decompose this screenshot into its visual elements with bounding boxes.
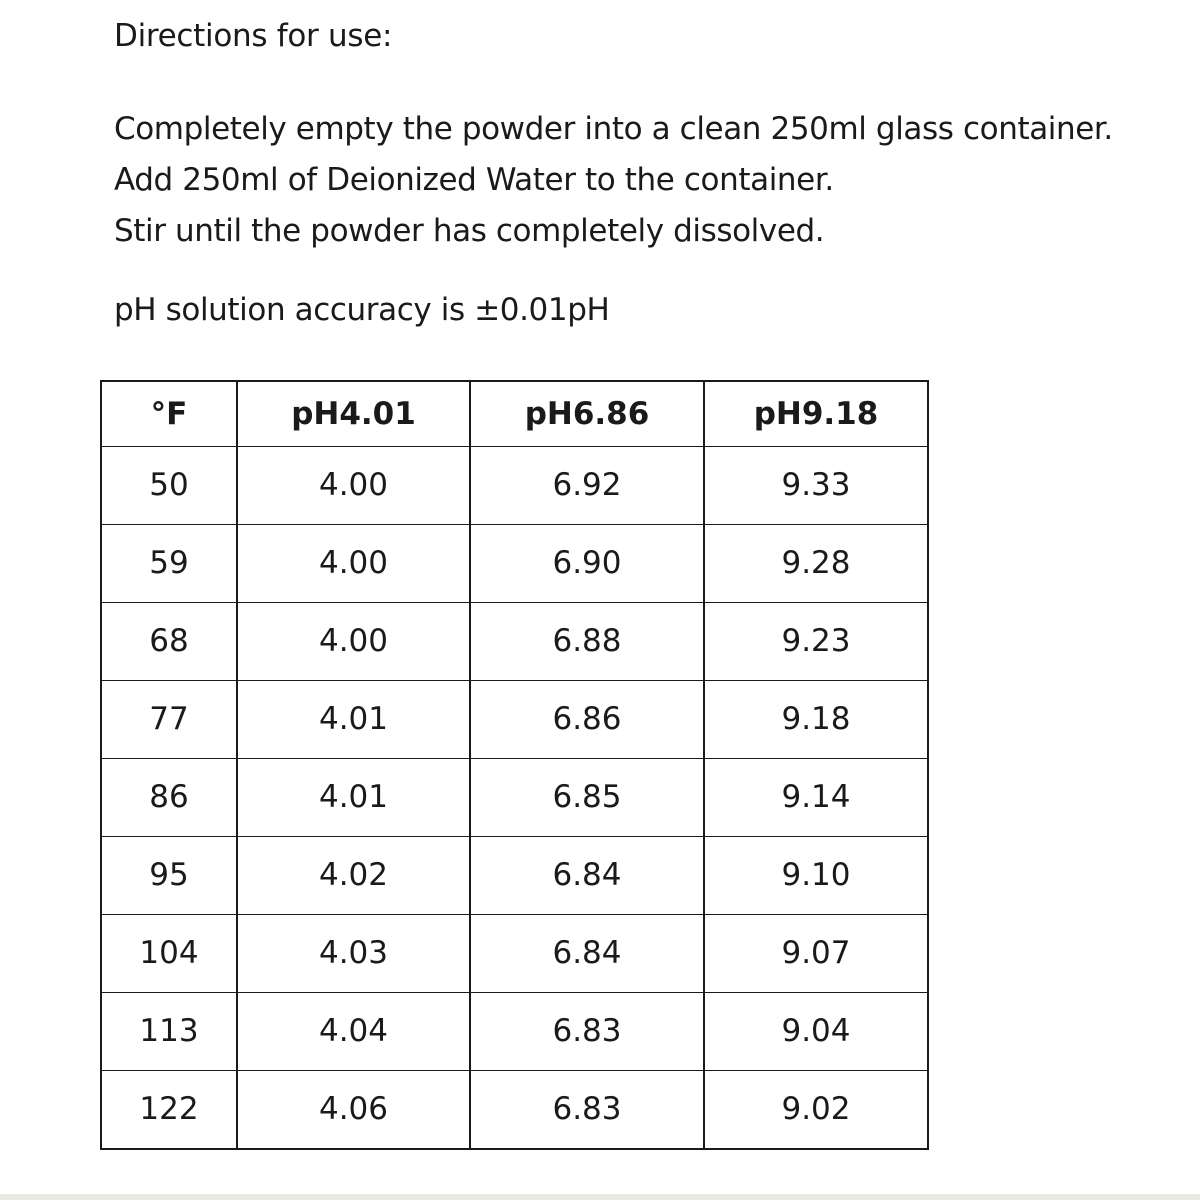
ph-temperature-table: [100, 380, 929, 1150]
ph-value-cell: 9.33: [704, 446, 927, 524]
column-header: °F: [102, 382, 237, 446]
ph-value-cell: 9.10: [704, 836, 927, 914]
column-header: pH6.86: [470, 382, 704, 446]
ph-value-cell: 4.06: [237, 1070, 470, 1148]
temperature-cell: 122: [102, 1070, 237, 1148]
ph-value-cell: 6.83: [470, 1070, 704, 1148]
ph-value-cell: 9.28: [704, 524, 927, 602]
ph-value-cell: 9.18: [704, 680, 927, 758]
table-row: [102, 1070, 927, 1148]
ph-value-cell: 4.00: [237, 602, 470, 680]
ph-value-cell: 9.04: [704, 992, 927, 1070]
ph-value-cell: 4.00: [237, 446, 470, 524]
ph-value-cell: 6.92: [470, 446, 704, 524]
ph-value-cell: 6.88: [470, 602, 704, 680]
ph-value-cell: 4.00: [237, 524, 470, 602]
ph-value-cell: 4.01: [237, 758, 470, 836]
ph-value-cell: 6.84: [470, 836, 704, 914]
table-row: [102, 992, 927, 1070]
ph-value-cell: 4.04: [237, 992, 470, 1070]
instruction-line: Add 250ml of Deionized Water to the container.: [114, 162, 834, 198]
instructions-block: [114, 104, 1113, 257]
table-row: [102, 836, 927, 914]
ph-value-cell: 9.14: [704, 758, 927, 836]
accuracy-note: pH solution accuracy is ±0.01pH: [114, 292, 610, 328]
bottom-border: [0, 1194, 1200, 1200]
instruction-line: Completely empty the powder into a clean 250ml glass container.: [114, 111, 1113, 147]
table-header-row: [102, 382, 927, 446]
table-row: [102, 602, 927, 680]
table-body: [102, 446, 927, 1148]
temperature-cell: 68: [102, 602, 237, 680]
column-header: pH9.18: [704, 382, 927, 446]
table-row: [102, 524, 927, 602]
table: [102, 382, 927, 1148]
directions-heading: Directions for use:: [114, 18, 393, 54]
ph-value-cell: 9.23: [704, 602, 927, 680]
ph-value-cell: 6.86: [470, 680, 704, 758]
temperature-cell: 77: [102, 680, 237, 758]
temperature-cell: 50: [102, 446, 237, 524]
ph-value-cell: 9.02: [781, 1091, 851, 1128]
temperature-cell: 104: [102, 914, 237, 992]
ph-value-cell: 4.03: [237, 914, 470, 992]
temperature-cell: 95: [102, 836, 237, 914]
ph-value-cell: 4.02: [237, 836, 470, 914]
column-header: pH4.01: [237, 382, 470, 446]
table-row: [102, 914, 927, 992]
ph-value-cell: 6.90: [470, 524, 704, 602]
temperature-cell: 113: [102, 992, 237, 1070]
table-row: [102, 758, 927, 836]
ph-value-cell: 4.01: [237, 680, 470, 758]
instruction-line: Stir until the powder has completely dissolved.: [114, 213, 825, 249]
temperature-cell: 59: [102, 524, 237, 602]
ph-value-cell: 9.07: [704, 914, 927, 992]
temperature-cell: 86: [102, 758, 237, 836]
table-row: [102, 446, 927, 524]
ph-value-cell: 6.83: [470, 992, 704, 1070]
table-row: [102, 680, 927, 758]
ph-value-cell: 6.84: [470, 914, 704, 992]
ph-value-cell: 6.85: [470, 758, 704, 836]
